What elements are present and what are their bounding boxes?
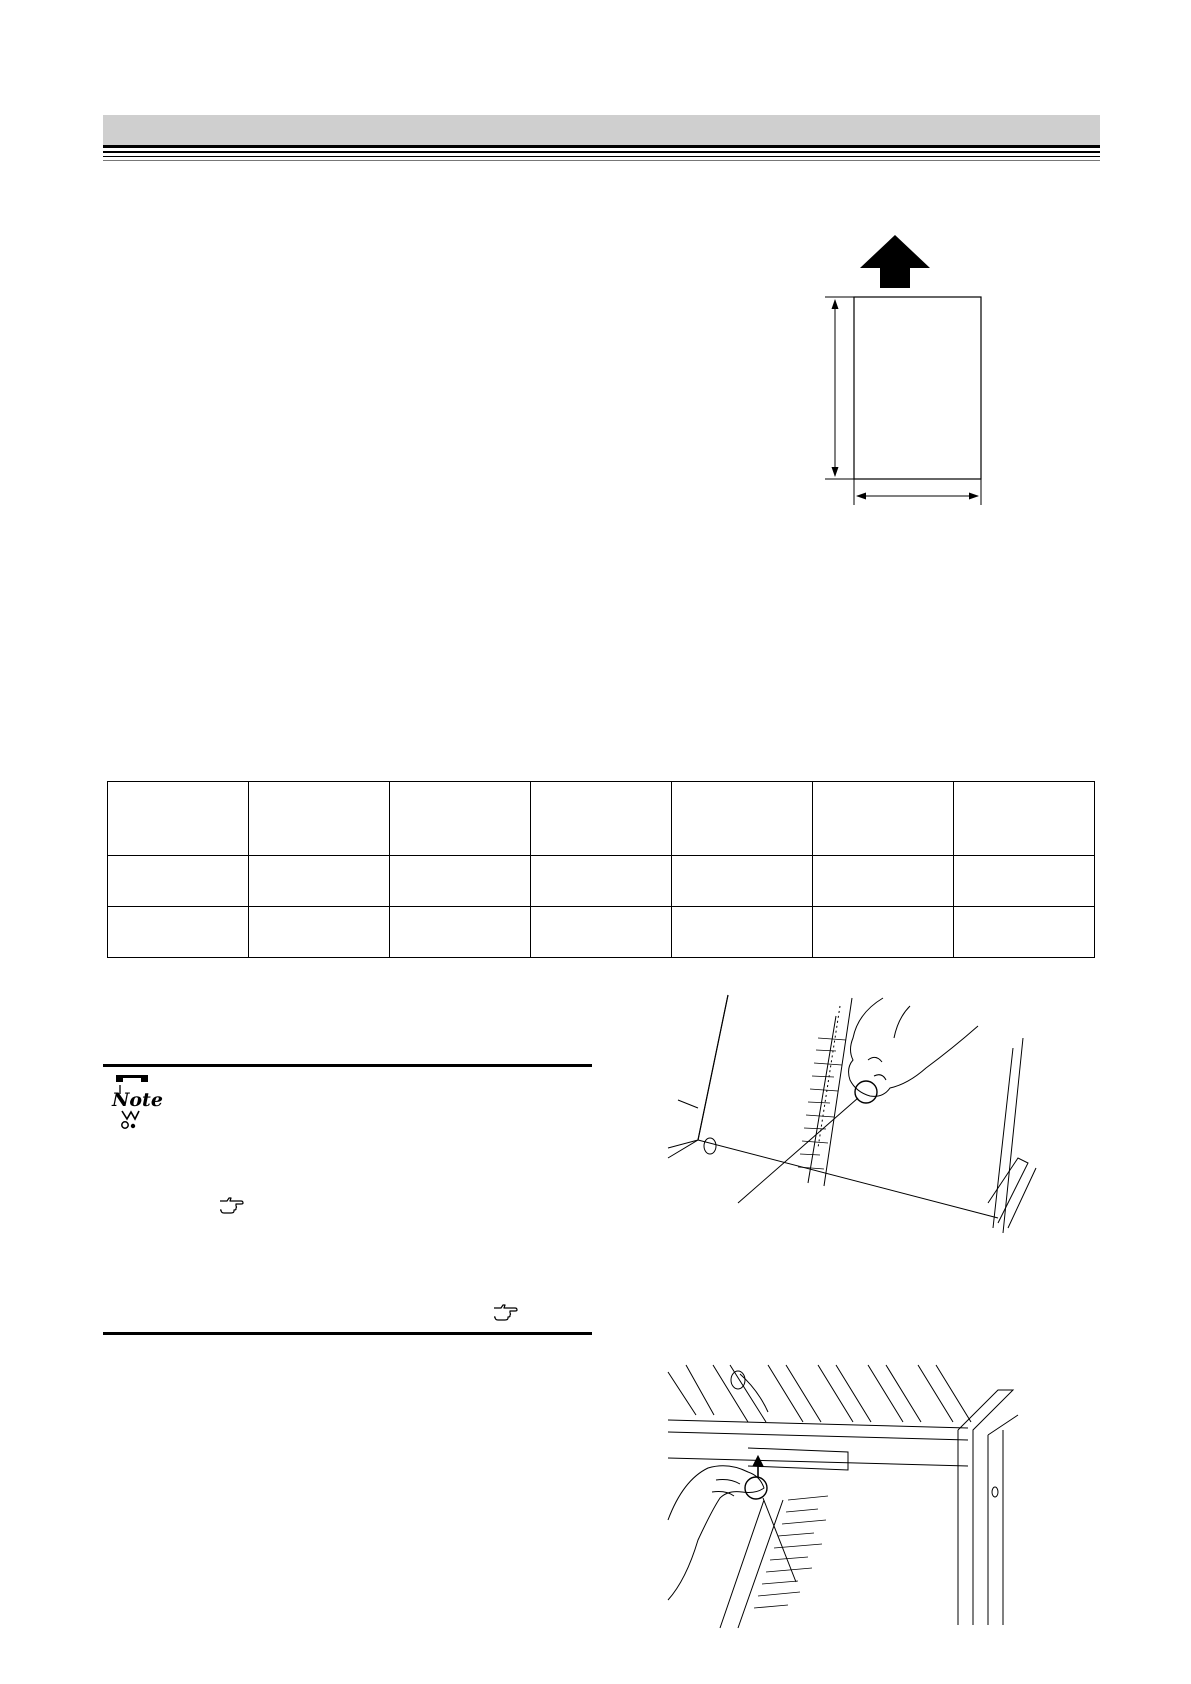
table-cell	[249, 782, 390, 856]
header-rule	[103, 151, 1100, 153]
header-rule	[103, 160, 1100, 161]
svg-text:Note: Note	[112, 1089, 163, 1111]
length-arrowhead	[832, 299, 839, 309]
table-cell	[672, 782, 813, 856]
table-row	[108, 856, 1095, 907]
table-cell	[954, 782, 1095, 856]
table-cell	[813, 907, 954, 958]
length-arrowhead	[832, 467, 839, 477]
guide-adjust-illustration-2	[668, 1360, 1068, 1628]
guide-adjust-illustration-1	[668, 988, 1058, 1256]
header-rule	[103, 145, 1100, 148]
width-arrowhead	[969, 493, 979, 500]
paper-dimension-diagram	[808, 230, 998, 510]
section-header-band	[103, 115, 1100, 145]
table-header-row	[108, 782, 1095, 856]
table-cell	[390, 782, 531, 856]
table-cell	[108, 856, 249, 907]
table-cell	[672, 907, 813, 958]
note-bottom-rule	[103, 1332, 592, 1335]
feed-direction-arrow-icon	[860, 235, 930, 288]
pointing-hand-icon	[492, 1303, 518, 1321]
table-cell	[531, 782, 672, 856]
table-cell	[249, 907, 390, 958]
table-cell	[954, 856, 1095, 907]
table-cell	[954, 907, 1095, 958]
header-rule	[103, 156, 1100, 157]
table-cell	[672, 856, 813, 907]
table-cell	[390, 856, 531, 907]
paper-size-table	[107, 781, 1095, 958]
table-cell	[108, 782, 249, 856]
table-cell	[813, 782, 954, 856]
pointing-hand-icon	[218, 1196, 244, 1214]
width-arrowhead	[856, 493, 866, 500]
table-cell	[531, 856, 672, 907]
paper-sheet	[854, 297, 981, 479]
table-cell	[531, 907, 672, 958]
table-cell	[390, 907, 531, 958]
table-cell	[813, 856, 954, 907]
table-cell	[108, 907, 249, 958]
table-row	[108, 907, 1095, 958]
table-cell	[249, 856, 390, 907]
note-icon	[108, 1072, 163, 1130]
note-top-rule	[103, 1064, 592, 1067]
